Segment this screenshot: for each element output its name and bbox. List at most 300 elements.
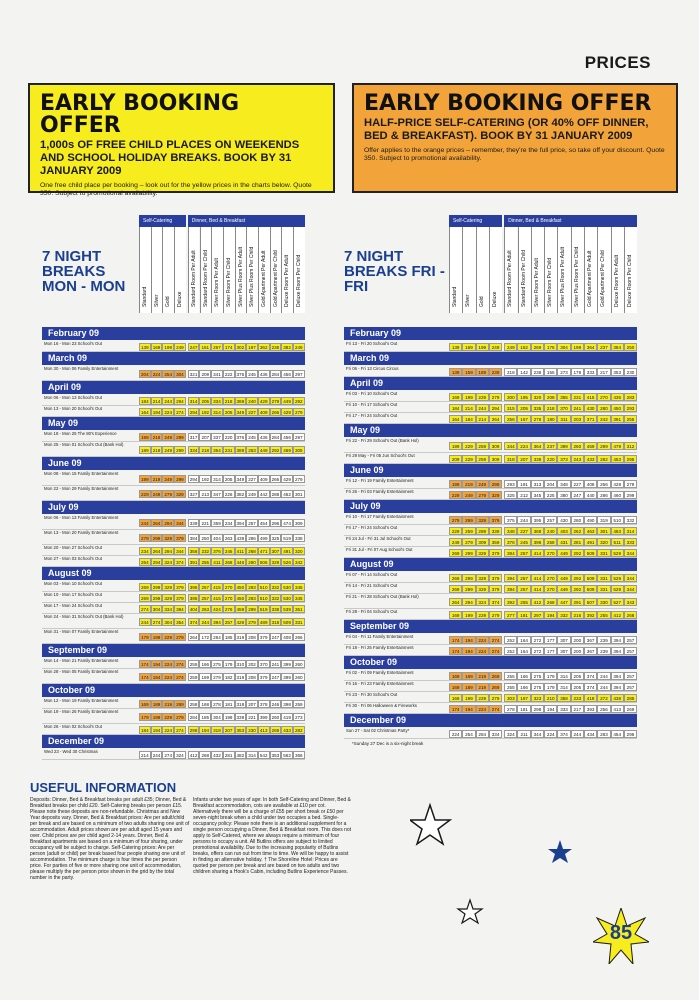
price-cell: 329 xyxy=(162,534,174,542)
month-header: December 09 xyxy=(344,714,637,727)
price-cell: 200 xyxy=(571,636,584,644)
price-cell: 199 xyxy=(162,343,174,351)
price-cell: 269 xyxy=(174,700,186,708)
offer-subtitle: 1,000s OF FREE CHILD PLACES ON WEEKENDS AND SCHOOL HOLIDAY BREAKS. BOOK BY 31 JANUARY 2009 xyxy=(40,139,300,177)
price-cell: 259 xyxy=(293,700,305,708)
price-cell: 510 xyxy=(258,583,270,591)
price-cell: 184 xyxy=(449,404,462,412)
price-cell: 334 xyxy=(162,605,174,613)
price-cell: 362 xyxy=(258,343,270,351)
price-cell: 344 xyxy=(504,442,517,450)
price-cell: 257 xyxy=(544,516,557,524)
price-cell: 333 xyxy=(624,538,637,546)
row-label: Mon 25 - Mon 01 School's Out (Bank Hol) xyxy=(44,442,124,447)
price-cell: 304 xyxy=(151,605,163,613)
price-cell: 249 xyxy=(162,475,174,483)
row-label: Fri 03 - Fri 10 School's Out xyxy=(346,391,398,396)
price-cell: 391 xyxy=(611,415,624,423)
price-cell: 291 xyxy=(571,598,584,606)
price-cell: 213 xyxy=(199,490,211,498)
price-cell: 220 xyxy=(544,455,557,463)
price-cell: 376 xyxy=(235,370,247,378)
price-cell: 449 xyxy=(258,446,270,454)
price-cell: 257 xyxy=(517,585,530,593)
price-cell: 239 xyxy=(597,636,610,644)
table-row xyxy=(344,728,637,739)
price-cell: 379 xyxy=(489,549,502,557)
price-cell: 273 xyxy=(557,368,570,376)
price-cell: 382 xyxy=(235,490,247,498)
price-cell: 274 xyxy=(489,705,502,713)
price-cell: 267 xyxy=(211,343,223,351)
price-cell: 249 xyxy=(162,446,174,454)
price-cell: 191 xyxy=(517,480,530,488)
early-booking-offer-free-child xyxy=(28,83,335,197)
table-row xyxy=(344,413,637,424)
price-cell: 510 xyxy=(611,516,624,524)
price-cell: 384 xyxy=(611,343,624,351)
price-cell: 194 xyxy=(151,726,163,734)
price-cell: 418 xyxy=(584,694,597,702)
price-cell: 244 xyxy=(597,683,610,691)
price-cell: 269 xyxy=(531,343,544,351)
table-row xyxy=(42,724,305,735)
price-cell: 270 xyxy=(223,594,235,602)
price-cell: 229 xyxy=(476,611,489,619)
price-cell: 329 xyxy=(162,594,174,602)
price-cell: 304 xyxy=(174,370,186,378)
row-label: Mon 31 - Mon 07 Family Entertainment xyxy=(44,629,119,634)
price-cell: 169 xyxy=(151,343,163,351)
column-header: Gold Apartment Per Adult xyxy=(258,227,270,313)
price-cell: 139 xyxy=(449,343,462,351)
row-label: Fri 30 - Fri 06 Halloween & Fireworks xyxy=(346,703,417,708)
price-cell: 204 xyxy=(544,480,557,488)
price-cell: 341 xyxy=(211,370,223,378)
price-cell: 293 xyxy=(246,594,258,602)
price-cell: 374 xyxy=(174,558,186,566)
price-cell: 490 xyxy=(584,516,597,524)
price-cell: 297 xyxy=(531,611,544,619)
price-cell: 257 xyxy=(624,672,637,680)
price-cell: 299 xyxy=(174,446,186,454)
price-cell: 491 xyxy=(584,538,597,546)
price-cell: 526 xyxy=(281,558,293,566)
price-cell: 220 xyxy=(223,433,235,441)
price-cell: 413 xyxy=(611,705,624,713)
price-cell: 289 xyxy=(476,527,489,535)
price-cell: 294 xyxy=(188,408,200,416)
table-row xyxy=(344,572,637,583)
price-cell: 428 xyxy=(611,480,624,488)
price-cell: 394 xyxy=(611,647,624,655)
price-cell: 233 xyxy=(571,694,584,702)
price-cell: 199 xyxy=(449,480,462,488)
price-cell: 446 xyxy=(235,558,247,566)
price-cell: 229 xyxy=(162,633,174,641)
price-cell: 219 xyxy=(151,475,163,483)
price-cell: 436 xyxy=(258,433,270,441)
row-label: Sun 27 - Sat 02 Christmas Party* xyxy=(346,728,410,733)
price-cell: 438 xyxy=(611,694,624,702)
price-cell: 431 xyxy=(557,538,570,546)
page-title: PRICES xyxy=(584,53,651,72)
price-cell: 229 xyxy=(449,527,462,535)
price-cell: 320 xyxy=(597,538,610,546)
price-cell: 366 xyxy=(293,751,305,759)
row-label: Mon 27 - Mon 03 School's Out xyxy=(44,556,102,561)
dinner-bed-breakfast-header: Dinner, Bed & Breakfast xyxy=(504,215,637,227)
column-header: Silver Room Per Child xyxy=(223,227,235,313)
price-cell: 234 xyxy=(139,547,151,555)
price-cell: 314 xyxy=(624,527,637,535)
offer-title: EARLY BOOKING OFFER xyxy=(40,91,240,138)
price-cell: 430 xyxy=(584,404,597,412)
row-label: Mon 14 - Mon 21 Family Entertainment xyxy=(44,658,119,663)
price-cell: 224 xyxy=(476,705,489,713)
price-cell: 247 xyxy=(270,673,282,681)
row-label: Wed 23 - Wed 30 Christmas xyxy=(44,749,98,754)
price-cell: 348 xyxy=(504,527,517,535)
price-table-mon-mon xyxy=(42,215,307,775)
price-cell: 323 xyxy=(531,694,544,702)
price-cell: 174 xyxy=(449,636,462,644)
price-cell: 456 xyxy=(281,370,293,378)
price-cell: 469 xyxy=(281,446,293,454)
price-cell: 224 xyxy=(517,442,530,450)
column-header: Silver Plus Room Per Child xyxy=(571,227,584,313)
price-cell: 244 xyxy=(139,519,151,527)
row-label: Mon 06 - Mon 13 School's Out xyxy=(44,395,102,400)
price-cell: 324 xyxy=(174,751,186,759)
price-cell: 224 xyxy=(162,673,174,681)
price-cell: 315 xyxy=(504,404,517,412)
price-cell: 367 xyxy=(584,647,597,655)
price-cell: 298 xyxy=(188,726,200,734)
price-cell: 294 xyxy=(489,404,502,412)
price-cell: 189 xyxy=(139,446,151,454)
price-cell: 332 xyxy=(270,583,282,591)
price-cell: 169 xyxy=(449,611,462,619)
price-cell: 189 xyxy=(151,700,163,708)
price-cell: 429 xyxy=(235,618,247,626)
price-cell: 202 xyxy=(246,660,258,668)
price-cell: 310 xyxy=(235,660,247,668)
price-cell: 174 xyxy=(223,343,235,351)
table-row xyxy=(344,703,637,714)
price-cell: 429 xyxy=(258,397,270,405)
price-cell: 169 xyxy=(139,700,151,708)
column-header: Silver Plus Room Per Child xyxy=(246,227,258,313)
month-header: March 09 xyxy=(344,352,637,365)
table-row xyxy=(344,391,637,402)
table-row xyxy=(42,698,305,709)
price-cell: 433 xyxy=(281,726,293,734)
column-header: Silver Plus Room Per Adult xyxy=(557,227,570,313)
christmas-footnote: *Sunday 27 Dec is a six-night break xyxy=(352,741,424,746)
price-cell: 175 xyxy=(544,343,557,351)
price-cell: 375 xyxy=(504,516,517,524)
price-cell: 312 xyxy=(624,442,637,450)
price-cell: 270 xyxy=(544,574,557,582)
price-cell: 339 xyxy=(235,713,247,721)
price-cell: 329 xyxy=(476,585,489,593)
price-cell: 450 xyxy=(235,583,247,591)
page-number: 85 xyxy=(609,922,633,944)
price-cell: 276 xyxy=(223,605,235,613)
price-cell: 354 xyxy=(211,446,223,454)
price-cell: 205 xyxy=(223,475,235,483)
column-header: Standard Room Per Adult xyxy=(188,227,200,313)
price-cell: 364 xyxy=(584,343,597,351)
price-cell: 240 xyxy=(544,527,557,535)
price-cell: 279 xyxy=(246,618,258,626)
price-cell: 164 xyxy=(517,636,530,644)
price-cell: 294 xyxy=(174,397,186,405)
price-cell: 279 xyxy=(489,393,502,401)
price-cell: 294 xyxy=(151,558,163,566)
price-cell: 259 xyxy=(462,527,475,535)
price-cell: 239 xyxy=(597,647,610,655)
price-cell: 309 xyxy=(489,442,502,450)
price-cell: 224 xyxy=(476,647,489,655)
price-cell: 189 xyxy=(476,368,489,376)
price-cell: 324 xyxy=(476,598,489,606)
table-row xyxy=(42,442,305,457)
price-cell: 307 xyxy=(557,636,570,644)
price-cell: 295 xyxy=(624,455,637,463)
price-cell: 519 xyxy=(258,605,270,613)
price-cell: 436 xyxy=(258,370,270,378)
price-cell: 299 xyxy=(151,534,163,542)
price-cell: 542 xyxy=(258,751,270,759)
price-cell: 506 xyxy=(258,558,270,566)
price-cell: 338 xyxy=(531,455,544,463)
price-cell: 325 xyxy=(504,491,517,499)
price-cell: 356 xyxy=(188,547,200,555)
month-header: February 09 xyxy=(42,327,305,340)
price-cell: 181 xyxy=(517,611,530,619)
price-cell: 374 xyxy=(489,598,502,606)
price-cell: 269 xyxy=(139,583,151,591)
price-cell: 249 xyxy=(162,433,174,441)
price-cell: 218 xyxy=(504,368,517,376)
price-cell: 353 xyxy=(235,726,247,734)
price-cell: 169 xyxy=(449,672,462,680)
price-cell: 293 xyxy=(504,480,517,488)
row-label: Mon 26 - Mon 02 School's Out xyxy=(44,724,102,729)
price-cell: 214 xyxy=(139,751,151,759)
useful-info-col2: Infants under two years of age: In both Self-Catering and Dinner, Bed & Breakfast accommodation, cots are available at £10 per cot. Alternatively there will be a charge of £55 per short break or £50 per seven-night break when a child under two occupies a bed. Single-occupancy policy: Please note there is an additional supplement for a single person occupying a Dinner, Bed & Breakfast room. This does not apply to Self-Catered, where we always require a minimum of four persons to occupy a unit. All Butlins offers are subject to limited promotional availability. Due to the increasing popularity of Butlins breaks, offers can run out from time to time. We will be happy to assist in finding an alternative holiday. † The Shoreline Hotel: Prices are quoted per person per break and are based on two adults and two children sharing a Hook's Cabin, including Butlins Experience Passes. xyxy=(193,797,352,875)
price-cell: 180 xyxy=(544,415,557,423)
row-label: Fri 26 - Fri 03 Family Entertainment xyxy=(346,489,414,494)
price-cell: 435 xyxy=(611,393,624,401)
price-cell: 182 xyxy=(223,673,235,681)
price-cell: 344 xyxy=(624,585,637,593)
price-cell: 209 xyxy=(199,370,211,378)
price-cell: 399 xyxy=(258,713,270,721)
price-cell: 309 xyxy=(476,538,489,546)
price-cell: 282 xyxy=(597,455,610,463)
price-cell: 257 xyxy=(517,574,530,582)
month-header: February 09 xyxy=(344,327,637,340)
price-cell: 139 xyxy=(449,368,462,376)
price-cell: 208 xyxy=(246,633,258,641)
price-cell: 237 xyxy=(544,442,557,450)
price-cell: 318 xyxy=(211,726,223,734)
price-cell: 335 xyxy=(531,404,544,412)
price-cell: 449 xyxy=(281,397,293,405)
price-cell: 269 xyxy=(139,594,151,602)
price-cell: 250 xyxy=(624,343,637,351)
price-cell: 404 xyxy=(188,605,200,613)
price-cell: 185 xyxy=(223,633,235,641)
price-cell: 181 xyxy=(223,700,235,708)
price-cell: 224 xyxy=(476,636,489,644)
price-cell: 379 xyxy=(489,574,502,582)
table-row xyxy=(344,402,637,413)
price-cell: 509 xyxy=(584,549,597,557)
price-cell: 415 xyxy=(211,594,223,602)
price-cell: 283 xyxy=(597,730,610,738)
price-cell: 314 xyxy=(211,475,223,483)
price-cell: 529 xyxy=(611,585,624,593)
price-cell: 164 xyxy=(517,647,530,655)
price-cell: 321 xyxy=(188,370,200,378)
price-cell: 293 xyxy=(624,404,637,412)
price-cell: 279 xyxy=(489,611,502,619)
price-cell: 283 xyxy=(624,393,637,401)
table-row xyxy=(42,669,305,684)
price-cell: 364 xyxy=(531,442,544,450)
price-cell: 509 xyxy=(584,574,597,582)
price-cell: 279 xyxy=(462,538,475,546)
table-row xyxy=(344,692,637,703)
price-cell: 309 xyxy=(489,455,502,463)
row-label: Mon 22 - Mon 29 Family Entertainment xyxy=(44,486,119,491)
row-label: Fri 23 - Fri 30 School's Out xyxy=(346,692,398,697)
table-row xyxy=(344,547,637,558)
table-row xyxy=(42,406,305,417)
price-cell: 398 xyxy=(281,700,293,708)
price-cell: 264 xyxy=(151,547,163,555)
price-cell: 314 xyxy=(557,672,570,680)
price-cell: 394 xyxy=(235,519,247,527)
column-header: Silver xyxy=(462,227,475,313)
price-cell: 297 xyxy=(293,370,305,378)
price-cell: 269 xyxy=(489,683,502,691)
price-cell: 207 xyxy=(517,455,530,463)
price-cell: 298 xyxy=(531,705,544,713)
price-cell: 394 xyxy=(211,618,223,626)
price-cell: 269 xyxy=(624,705,637,713)
price-cell: 227 xyxy=(517,527,530,535)
price-cell: 329 xyxy=(489,491,502,499)
price-cell: 456 xyxy=(281,433,293,441)
price-cell: 318 xyxy=(270,618,282,626)
price-cell: 399 xyxy=(281,660,293,668)
price-cell: 279 xyxy=(174,713,186,721)
table-row xyxy=(344,609,637,620)
price-cell: 358 xyxy=(557,694,570,702)
row-label: Mon 28 - Mon 05 Family Entertainment xyxy=(44,669,119,674)
row-label: Fri 17 - Fri 24 School's Out xyxy=(346,413,398,418)
price-cell: 174 xyxy=(139,673,151,681)
row-label: Fri 04 - Fri 11 Family Entertainment xyxy=(346,634,414,639)
price-cell: 224 xyxy=(449,730,462,738)
price-cell: 232 xyxy=(199,547,211,555)
price-cell: 408 xyxy=(584,480,597,488)
price-cell: 376 xyxy=(235,433,247,441)
price-cell: 249 xyxy=(489,343,502,351)
price-cell: 259 xyxy=(188,673,200,681)
price-cell: 329 xyxy=(270,558,282,566)
table-row xyxy=(42,629,305,644)
row-label: Mon 06 - Mon 13 Family Entertainment xyxy=(44,515,119,520)
row-label: Mon 10 - Mon 17 School's Out xyxy=(44,592,102,597)
price-cell: 264 xyxy=(489,415,502,423)
price-cell: 320 xyxy=(531,393,544,401)
price-cell: 279 xyxy=(624,480,637,488)
price-cell: 302 xyxy=(235,343,247,351)
price-cell: 227 xyxy=(246,475,258,483)
price-cell: 279 xyxy=(293,408,305,416)
price-cell: 379 xyxy=(174,594,186,602)
price-cell: 281 xyxy=(223,751,235,759)
row-label: Fri 14 - Fri 21 School's Out xyxy=(346,583,398,588)
price-cell: 244 xyxy=(151,751,163,759)
column-header: Deluxe xyxy=(489,227,502,313)
column-header: Standard xyxy=(449,227,462,313)
price-cell: 174 xyxy=(449,705,462,713)
price-cell: 214 xyxy=(462,404,475,412)
table-row xyxy=(42,592,305,603)
price-cell: 378 xyxy=(258,700,270,708)
price-cell: 429 xyxy=(281,475,293,483)
column-header: Silver Plus Room Per Adult xyxy=(235,227,247,313)
price-cell: 530 xyxy=(281,594,293,602)
price-cell: 255 xyxy=(504,683,517,691)
price-cell: 205 xyxy=(223,408,235,416)
price-cell: 453 xyxy=(611,455,624,463)
price-cell: 252 xyxy=(504,636,517,644)
price-cell: 266 xyxy=(270,408,282,416)
price-cell: 299 xyxy=(462,574,475,582)
price-cell: 244 xyxy=(476,404,489,412)
price-cell: 299 xyxy=(597,442,610,450)
price-cell: 510 xyxy=(258,594,270,602)
price-cell: 230 xyxy=(246,726,258,734)
price-cell: 269 xyxy=(270,726,282,734)
price-cell: 409 xyxy=(258,408,270,416)
price-cell: 229 xyxy=(162,713,174,721)
column-header: Silver xyxy=(151,227,163,313)
price-cell: 305 xyxy=(293,446,305,454)
price-cell: 314 xyxy=(211,408,223,416)
price-cell: 282 xyxy=(293,726,305,734)
price-table-fri-fri xyxy=(344,215,644,760)
price-cell: 169 xyxy=(462,343,475,351)
price-cell: 319 xyxy=(235,673,247,681)
row-label: Fri 31 Jul - Fri 07 Aug School's Out xyxy=(346,547,413,552)
price-cell: 194 xyxy=(462,647,475,655)
price-cell: 394 xyxy=(504,585,517,593)
offer-title: EARLY BOOKING OFFER xyxy=(364,91,652,116)
price-cell: 249 xyxy=(476,480,489,488)
price-cell: 307 xyxy=(270,547,282,555)
price-cell: 230 xyxy=(624,368,637,376)
month-header: March 09 xyxy=(42,352,305,365)
